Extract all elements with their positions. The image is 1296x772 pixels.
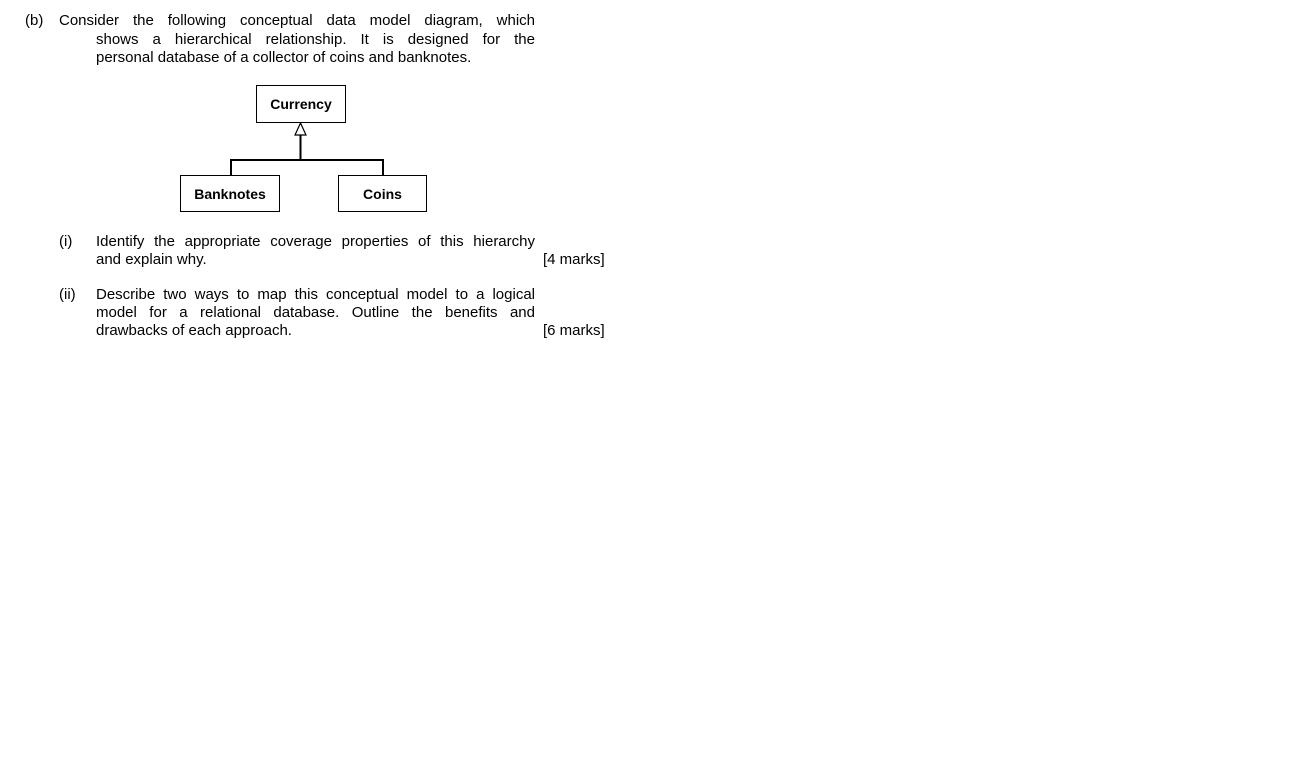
entity-currency: Currency: [256, 85, 346, 123]
entity-banknotes: Banknotes: [180, 175, 280, 212]
part-ii-label: (ii): [59, 286, 76, 303]
inheritance-triangle-icon: [295, 123, 306, 135]
question-label: (b): [25, 12, 44, 29]
part-ii-marks: [6 marks]: [543, 322, 605, 339]
part-ii-line-3: drawbacks of each approach.: [96, 322, 292, 339]
part-ii-line-1: Describe two ways to map this conceptual model to a logical: [96, 286, 535, 303]
part-i-label: (i): [59, 233, 73, 250]
part-i-marks: [4 marks]: [543, 251, 605, 268]
intro-line-3: personal database of a collector of coins and banknotes.: [96, 49, 472, 66]
entity-coins: Coins: [338, 175, 427, 212]
intro-line-1: Consider the following conceptual data model diagram, which: [59, 12, 535, 29]
intro-line-2: shows a hierarchical relationship. It is designed for the: [96, 31, 535, 48]
part-i-line-1: Identify the appropriate coverage properties of this hierarchy: [96, 233, 535, 250]
part-i-line-2: and explain why.: [96, 251, 207, 268]
part-ii-line-2: model for a relational database. Outline the benefits and: [96, 304, 535, 321]
